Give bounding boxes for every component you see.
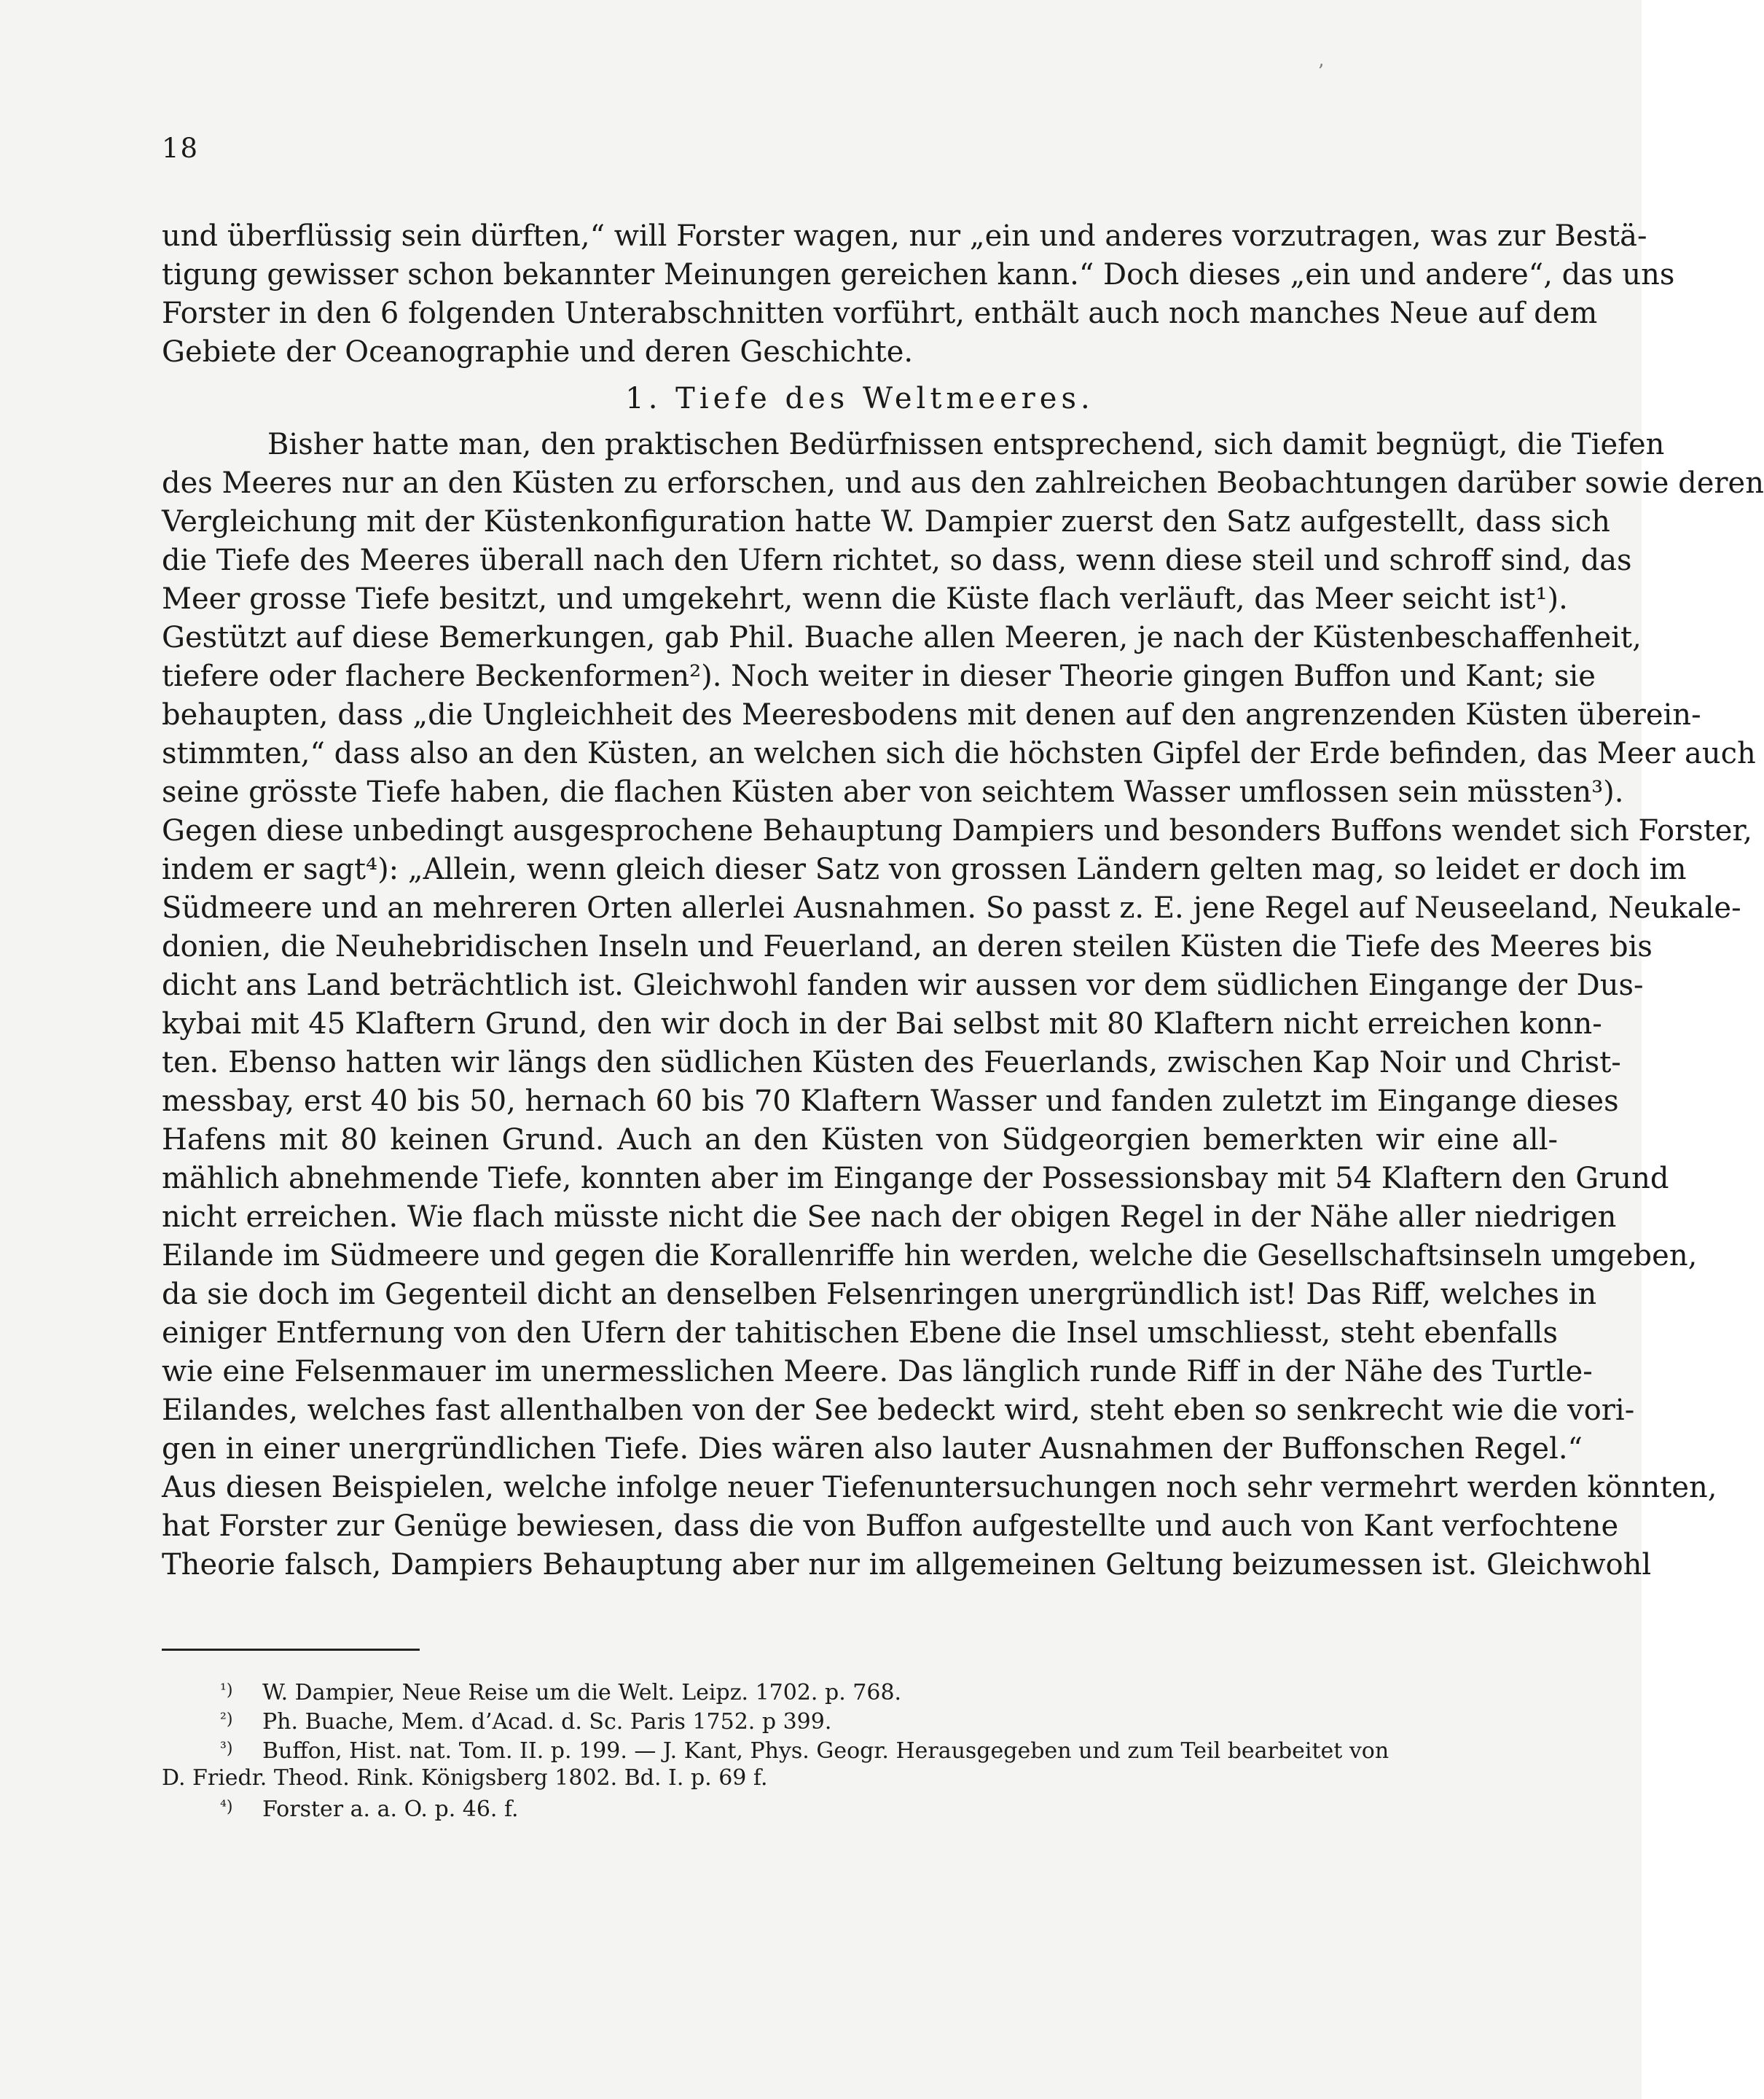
footnote bbox=[162, 1735, 1558, 1764]
footnote bbox=[162, 1705, 1558, 1735]
text-line: Eilande im Südmeere und gegen die Korallenriffe hin werden, welche die Gesellschaftsinseln umgeben, bbox=[162, 1239, 1698, 1273]
text-line: indem er sagt⁴): „Allein, wenn gleich dieser Satz von grossen Ländern gelten mag, so leidet er doch im bbox=[162, 853, 1687, 886]
text-line: gen in einer unergründlichen Tiefe. Dies wären also lauter Ausnahmen der Buffonschen Regel.“ bbox=[162, 1432, 1583, 1466]
footnotes bbox=[162, 1676, 1558, 1822]
footnote-text: D. Friedr. Theod. Rink. Königsberg 1802. Bd. I. p. 69 f. bbox=[162, 1765, 768, 1791]
text-line: behaupten, dass „die Ungleichheit des Meeresbodens mit denen auf den angrenzenden Küsten überein- bbox=[162, 698, 1701, 732]
text-line: kybai mit 45 Klaftern Grund, den wir doch in der Bai selbst mit 80 Klaftern nicht erreichen konn- bbox=[162, 1007, 1602, 1041]
main-text bbox=[162, 217, 1764, 1584]
footnote-text: Forster a. a. O. p. 46. f. bbox=[262, 1797, 519, 1822]
footnote-mark: ³) bbox=[220, 1740, 233, 1758]
text-line: Gestützt auf diese Bemerkungen, gab Phil. Buache allen Meeren, je nach der Küstenbeschaffenheit, bbox=[162, 621, 1642, 654]
text-line: Forster in den 6 folgenden Unterabschnitten vorführt, enthält auch noch manches Neue auf dem bbox=[162, 297, 1598, 330]
text-line: Hafens mit 80 keinen Grund. Auch an den Küsten von Südgeorgien bemerkten wir eine all- bbox=[162, 1123, 1558, 1157]
text-line: Gebiete der Oceanographie und deren Geschichte. bbox=[162, 335, 914, 369]
footnote-mark: ²) bbox=[220, 1711, 233, 1729]
footnote-mark: ¹) bbox=[220, 1681, 233, 1700]
footnote-text: Ph. Buache, Mem. d’Acad. d. Sc. Paris 1752. p 399. bbox=[262, 1709, 832, 1735]
footnote-text: W. Dampier, Neue Reise um die Welt. Leipz. 1702. p. 768. bbox=[262, 1680, 902, 1705]
footnote-continuation bbox=[162, 1764, 1558, 1793]
footnote-separator bbox=[162, 1649, 420, 1651]
text-line: tiefere oder flachere Beckenformen²). Noch weiter in dieser Theorie gingen Buffon und Kant; sie bbox=[162, 660, 1596, 693]
footnote bbox=[162, 1793, 1558, 1822]
text-line: Gegen diese unbedingt ausgesprochene Behauptung Dampiers und besonders Buffons wendet sich Forster, bbox=[162, 814, 1752, 848]
page-corner-mark: ʼ bbox=[1317, 61, 1324, 83]
text-line: ten. Ebenso hatten wir längs den südlichen Küsten des Feuerlands, zwischen Kap Noir und Christ- bbox=[162, 1046, 1621, 1079]
text-line: hat Forster zur Genüge bewiesen, dass die von Buffon aufgestellte und auch von Kant verfochtene bbox=[162, 1509, 1619, 1543]
text-line: Meer grosse Tiefe besitzt, und umgekehrt, wenn die Küste flach verläuft, das Meer seicht ist¹). bbox=[162, 582, 1568, 616]
footnote-text: Buffon, Hist. nat. Tom. II. p. 199. — J. Kant, Phys. Geogr. Herausgegeben und zum Teil bearbeitet von bbox=[262, 1738, 1389, 1764]
text-line: und überflüssig sein dürften,“ will Forster wagen, nur „ein und anderes vorzutragen, was zur Bestä- bbox=[162, 219, 1647, 253]
text-line: da sie doch im Gegenteil dicht an denselben Felsenringen unergründlich ist! Das Riff, welches in bbox=[162, 1278, 1597, 1311]
text-line: stimmten,“ dass also an den Küsten, an welchen sich die höchsten Gipfel der Erde befinden, das Meer auch bbox=[162, 737, 1756, 770]
text-line: mählich abnehmende Tiefe, konnten aber im Eingange der Possessionsbay mit 54 Klaftern den Grund bbox=[162, 1162, 1669, 1195]
text-line: Südmeere und an mehreren Orten allerlei Ausnahmen. So passt z. E. jene Regel auf Neuseeland, Neukale- bbox=[162, 891, 1741, 925]
footnote bbox=[162, 1676, 1558, 1705]
text-line: seine grösste Tiefe haben, die flachen Küsten aber von seichtem Wasser umflossen sein müssten³). bbox=[162, 775, 1624, 809]
text-line: nicht erreichen. Wie flach müsste nicht die See nach der obigen Regel in der Nähe aller niedrigen bbox=[162, 1200, 1617, 1234]
text-line: einiger Entfernung von den Ufern der tahitischen Ebene die Insel umschliesst, steht ebenfalls bbox=[162, 1316, 1558, 1350]
footnote-mark: ⁴) bbox=[220, 1798, 233, 1816]
text-line: die Tiefe des Meeres überall nach den Ufern richtet, so dass, wenn diese steil und schroff sind, das bbox=[162, 544, 1632, 577]
text-line: wie eine Felsenmauer im unermesslichen Meere. Das länglich runde Riff in der Nähe des Turtle- bbox=[162, 1355, 1593, 1388]
text-line: des Meeres nur an den Küsten zu erforschen, und aus den zahlreichen Beobachtungen darüber sowie deren bbox=[162, 466, 1764, 500]
text-line: dicht ans Land beträchtlich ist. Gleichwohl fanden wir aussen vor dem südlichen Eingange der Dus- bbox=[162, 969, 1644, 1002]
text-line: Theorie falsch, Dampiers Behauptung aber nur im allgemeinen Geltung beizumessen ist. Gleichwohl bbox=[162, 1548, 1652, 1582]
text-line: Vergleichung mit der Küstenkonfiguration hatte W. Dampier zuerst den Satz aufgestellt, dass sich bbox=[162, 505, 1610, 539]
text-line: Bisher hatte man, den praktischen Bedürfnissen entsprechend, sich damit begnügt, die Tiefen bbox=[267, 428, 1665, 461]
text-line: Eilandes, welches fast allenthalben von der See bedeckt wird, steht eben so senkrecht wie die vori- bbox=[162, 1394, 1635, 1427]
text-line: donien, die Neuhebridischen Inseln und Feuerland, an deren steilen Küsten die Tiefe des Meeres bis bbox=[162, 930, 1653, 963]
text-line: tigung gewisser schon bekannter Meinungen gereichen kann.“ Doch dieses „ein und andere“, das uns bbox=[162, 258, 1675, 292]
page-number: 18 bbox=[162, 133, 200, 164]
text-line: messbay, erst 40 bis 50, hernach 60 bis 70 Klaftern Wasser und fanden zuletzt im Eingange dieses bbox=[162, 1084, 1619, 1118]
text-line: Aus diesen Beispielen, welche infolge neuer Tiefenuntersuchungen noch sehr vermehrt werden könnten, bbox=[162, 1471, 1717, 1504]
section-heading: 1. Tiefe des Weltmeeres. bbox=[625, 382, 1094, 415]
